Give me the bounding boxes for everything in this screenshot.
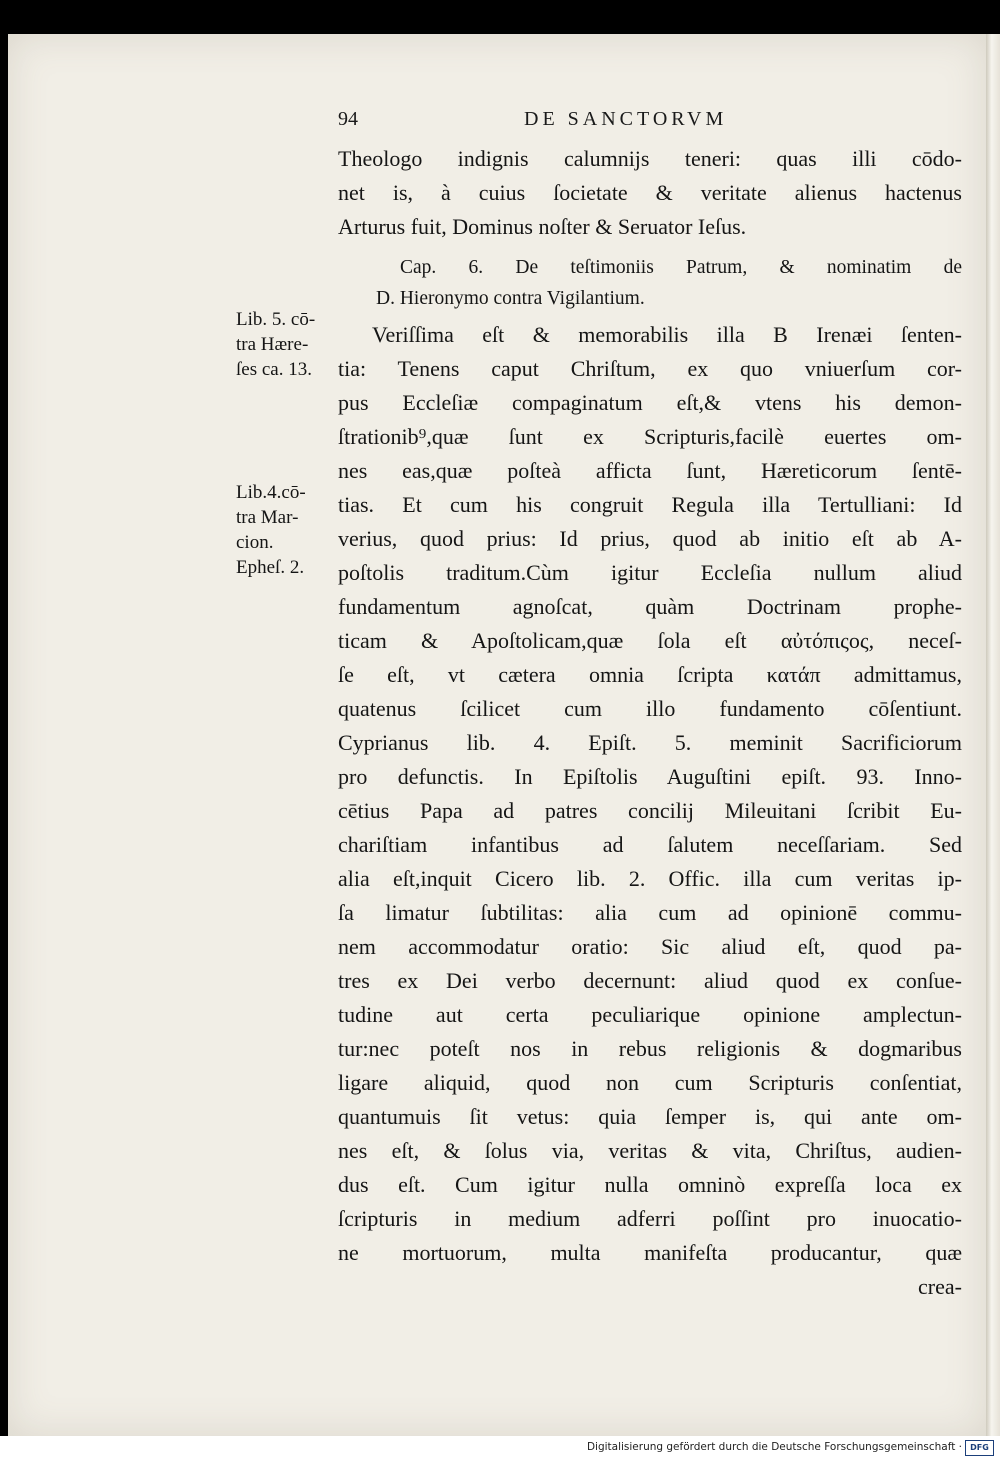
- text-line: tudine aut certa peculiarique opinione amplectun-: [338, 1002, 962, 1027]
- text-line: tia: Tenens caput Chriſtum, ex quo vniuerſum cor-: [338, 356, 962, 381]
- text-line: nes eas,quæ poſteà afficta ſunt, Hæreticorum ſentē-: [338, 458, 962, 483]
- text-line: ſtrationib⁹,quæ ſunt ex Scripturis,facilè euertes om-: [338, 424, 962, 449]
- text-line: ſcripturis in medium adferri poſſint pro inuocatio-: [338, 1206, 962, 1231]
- running-title: DE SANCTORVM: [524, 108, 728, 130]
- text-line: ſa limatur ſubtilitas: alia cum ad opinionē commu-: [338, 900, 962, 925]
- text-line: quantumuis ſit vetus: quia ſemper is, qui ante om-: [338, 1104, 962, 1129]
- text-line: alia eſt,inquit Cicero lib. 2. Offic. illa cum veritas ip-: [338, 866, 962, 891]
- text-line: pus Eccleſiæ compaginatum eſt,& vtens his demon-: [338, 390, 962, 415]
- page-edge: [986, 34, 1000, 1436]
- text-line: pro defunctis. In Epiſtolis Auguſtini epiſt. 93. Inno-: [338, 764, 962, 789]
- text-line: ne mortuorum, multa manifeſta producantur, quæ: [338, 1240, 962, 1265]
- text-line: fundamentum agnoſcat, quàm Doctrinam prophe-: [338, 594, 962, 619]
- text-line: nes eſt, & ſolus via, veritas & vita, Chriſtus, audien-: [338, 1138, 962, 1163]
- margin-note-line: tra Hære-: [236, 334, 309, 355]
- text-line: ligare aliquid, quod non cum Scripturis conſentiat,: [338, 1070, 962, 1095]
- text-line: Cyprianus lib. 4. Epiſt. 5. meminit Sacrificiorum: [338, 730, 962, 755]
- text-line: Arturus fuit, Dominus noſter & Seruator Ieſus.: [338, 214, 747, 239]
- margin-note-line: ſes ca. 13.: [236, 359, 312, 380]
- text-line: tres ex Dei verbo decernunt: aliud quod ex conſue-: [338, 968, 962, 993]
- footer-bar: [0, 1436, 1000, 1459]
- body-text: [338, 142, 962, 1304]
- dfg-logo: DFG: [965, 1440, 994, 1456]
- margin-note: [236, 307, 315, 382]
- text-line: ticam & Apoſtolicam,quæ ſola eſt αὐτόπιςος, neceſ-: [338, 628, 962, 653]
- chapter-heading-line: D. Hieronymo contra Vigilantium.: [376, 288, 645, 309]
- text-line: ſe eſt, vt cætera omnia ſcripta κατάπ admittamus,: [338, 662, 962, 687]
- funding-notice: Digitalisierung gefördert durch die Deutsche Forschungsgemeinschaft ·: [586, 1441, 962, 1453]
- margin-note-line: cion.: [236, 532, 274, 553]
- catchword: crea-: [918, 1274, 962, 1299]
- text-line: poſtolis traditum.Cùm igitur Eccleſia nullum aliud: [338, 560, 962, 585]
- page-number: 94: [338, 108, 358, 130]
- text-line: chariſtiam infantibus ad ſalutem neceſſariam. Sed: [338, 832, 962, 857]
- margin-note-line: Lib.4.cō-: [236, 482, 306, 503]
- text-line: Veriſſima eſt & memorabilis illa B Irenæi ſenten-: [372, 322, 962, 347]
- text-line: verius, quod prius: Id prius, quod ab initio eſt ab A-: [338, 526, 962, 551]
- text-line: net is, à cuius ſocietate & veritate alienus hactenus: [338, 180, 962, 205]
- margin-note: [236, 480, 306, 580]
- chapter-heading-line: Cap. 6. De teſtimoniis Patrum, & nominatim de: [400, 257, 962, 278]
- text-line: tur:nec poteſt nos in rebus religionis & dogmaribus: [338, 1036, 962, 1061]
- text-line: nem accommodatur oratio: Sic aliud eſt, quod pa-: [338, 934, 962, 959]
- margin-note-line: tra Mar-: [236, 507, 299, 528]
- margin-note-line: Epheſ. 2.: [236, 557, 305, 578]
- text-line: cētius Papa ad patres concilij Mileuitani ſcribit Eu-: [338, 798, 962, 823]
- text-line: dus eſt. Cum igitur nulla omninò expreſſa loca ex: [338, 1172, 962, 1197]
- margin-note-line: Lib. 5. cō-: [236, 309, 316, 330]
- text-line: quatenus ſcilicet cum illo fundamento cōſentiunt.: [338, 696, 962, 721]
- text-line: Theologo indignis calumnijs teneri: quas illi cōdo-: [338, 146, 962, 171]
- chapter-heading: [338, 252, 962, 314]
- text-line: tias. Et cum his congruit Regula illa Tertulliani: Id: [338, 492, 962, 517]
- page-header: [338, 108, 868, 134]
